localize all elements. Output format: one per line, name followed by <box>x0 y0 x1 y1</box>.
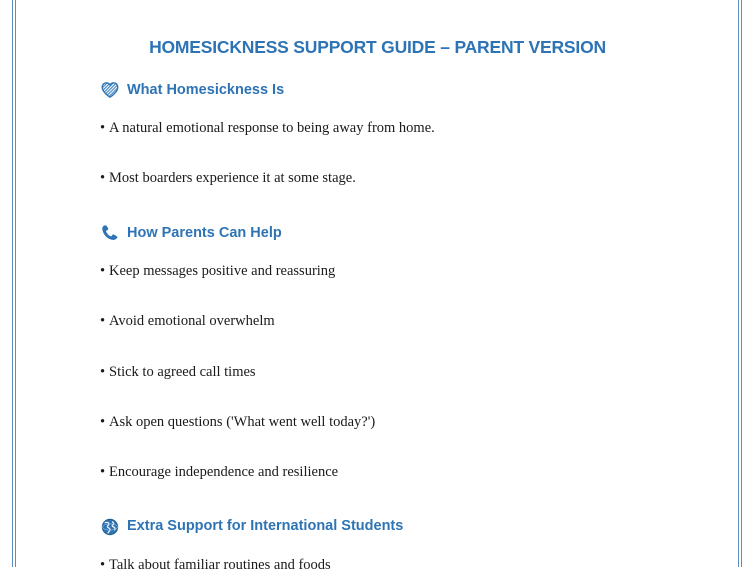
list-item <box>100 120 725 137</box>
bullet-marker: • <box>100 120 106 136</box>
bullet-marker: • <box>100 464 106 481</box>
page-border-right <box>738 0 743 567</box>
document-title: HOMESICKNESS SUPPORT GUIDE – PARENT VERSION <box>149 37 606 57</box>
list-item-text: Stick to agreed call times <box>109 363 256 380</box>
section-heading-label: How Parents Can Help <box>127 224 282 241</box>
list-item <box>100 464 725 481</box>
section-heading-extra-support-international <box>100 515 725 539</box>
page-border-left-outer-rule <box>12 0 13 567</box>
bullet-marker: • <box>100 363 106 380</box>
list-item-text: Avoid emotional overwhelm <box>109 313 275 330</box>
section-heading-label: What Homesickness Is <box>127 81 285 98</box>
list-item-text: Encourage independence and resilience <box>109 464 339 481</box>
bullet-marker: • <box>100 413 106 430</box>
section-heading-how-parents-can-help <box>100 221 725 245</box>
document-content-flow <box>100 78 725 574</box>
list-item-text: Keep messages positive and reassuring <box>109 262 336 279</box>
page-border-left <box>12 0 17 567</box>
list-item <box>100 170 725 187</box>
list-item <box>100 557 725 574</box>
page-border-right-inner-rule <box>741 0 742 567</box>
telephone-icon <box>100 223 120 243</box>
list-item-text: Most boarders experience it at some stage. <box>109 170 356 187</box>
heart-icon <box>100 80 120 100</box>
bullet-marker: • <box>100 556 106 573</box>
list-item-text: A natural emotional response to being away from home. <box>109 120 435 136</box>
list-item <box>100 313 725 330</box>
page-border-right-outer-rule <box>738 0 739 567</box>
section-heading-label: Extra Support for International Students <box>127 518 404 535</box>
bullet-marker: • <box>100 170 106 187</box>
globe-icon <box>100 517 120 537</box>
section-heading-what-homesickness-is <box>100 78 725 102</box>
list-item-text: Ask open questions ('What went well today?') <box>109 413 376 430</box>
bullet-marker: • <box>100 313 106 330</box>
document-body <box>20 0 735 573</box>
list-item <box>100 364 725 381</box>
page-border-left-inner-rule <box>15 0 16 567</box>
bullet-marker: • <box>100 262 106 279</box>
list-item-text: Talk about familiar routines and foods <box>109 556 331 573</box>
list-item <box>100 414 725 431</box>
list-item <box>100 263 725 280</box>
